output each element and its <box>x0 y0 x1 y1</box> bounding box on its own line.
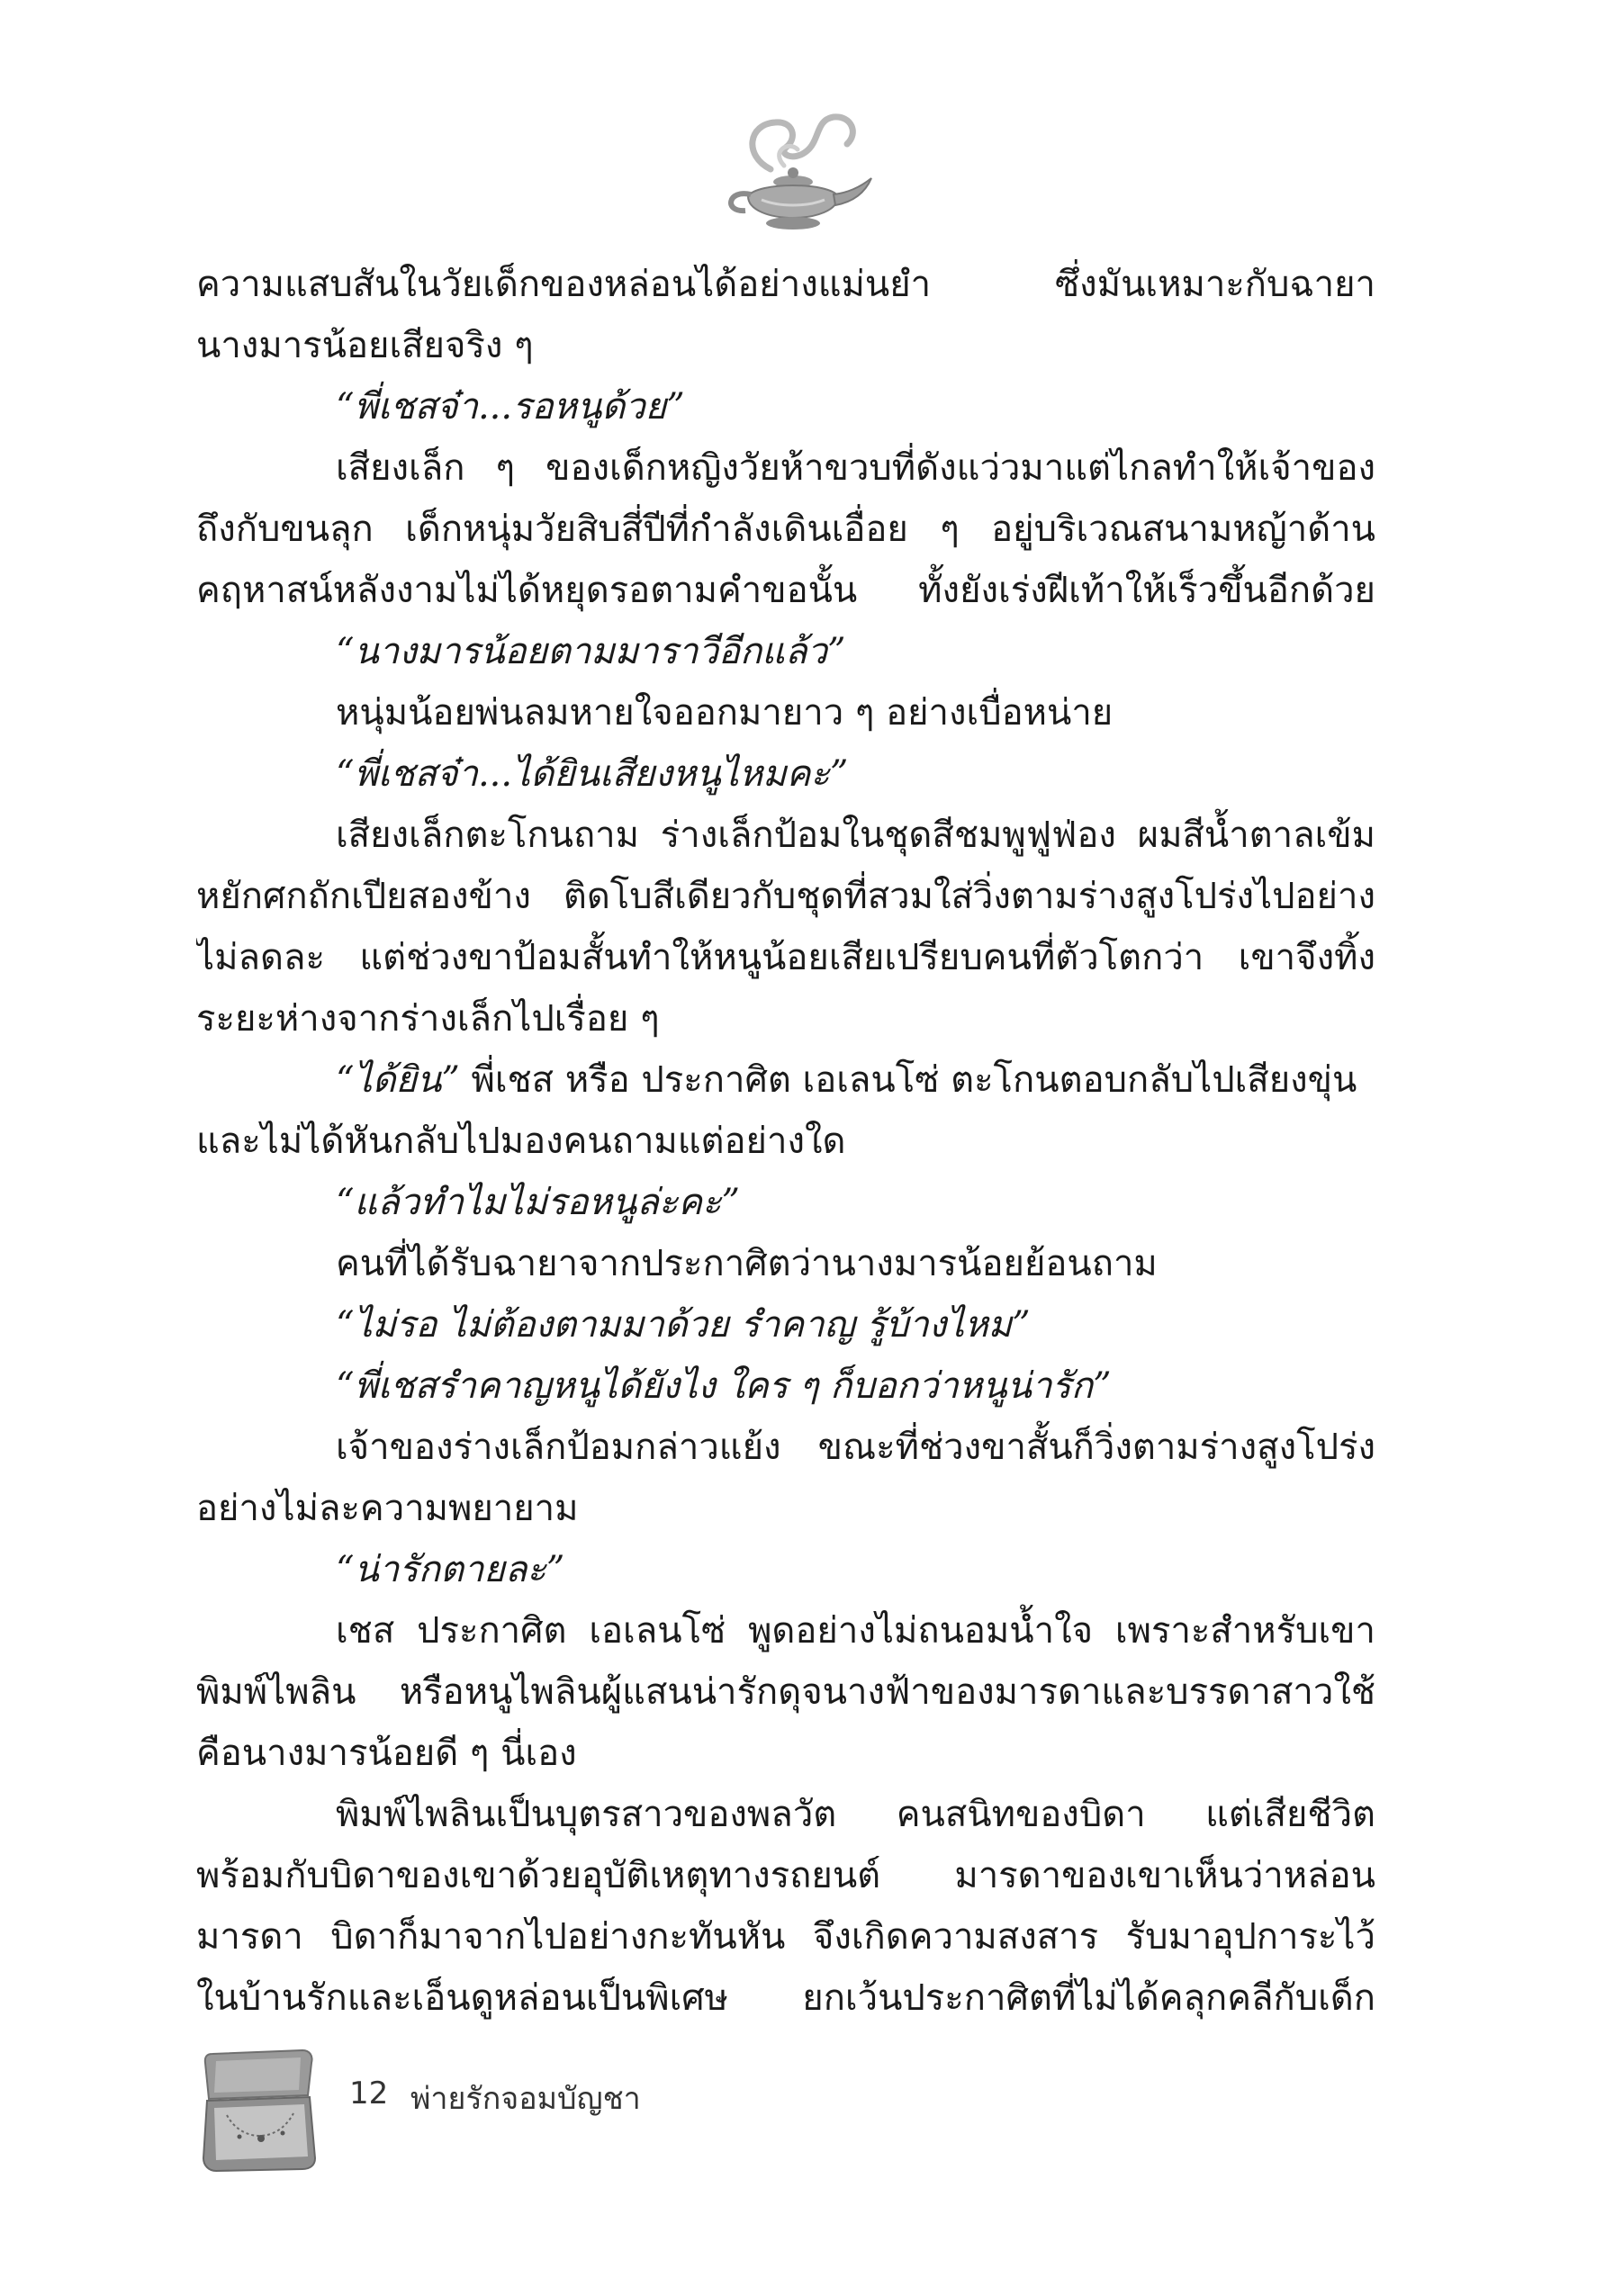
text-line: คือนางมารน้อยดี ๆ นี่เอง <box>196 1733 577 1774</box>
text-line: ไม่ลดละ แต่ช่วงขาป้อมสั้นทำให้หนูน้อยเสียเปรียบคนที่ตัวโตกว่า เขาจึงทิ้ง <box>196 937 1375 978</box>
dialogue-fragment: “ได้ยิน” <box>336 1059 460 1101</box>
text-line: เสียงเล็ก ๆ ของเด็กหญิงวัยห้าขวบที่ดังแว่วมาแต่ไกลทำให้เจ้าของ <box>336 447 1375 489</box>
text-line: ในบ้านรักและเอ็นดูหล่อนเป็นพิเศษ ยกเว้นประกาศิตที่ไม่ได้คลุกคลีกับเด็ก <box>196 1977 1375 2019</box>
dialogue-line: “พี่เชสจ๋า...รอหนูด้วย” <box>336 386 685 428</box>
text-line: นางมารน้อยเสียจริง ๆ <box>196 325 534 366</box>
text-line: เสียงเล็กตะโกนถาม ร่างเล็กป้อมในชุดสีชมพูฟูฟ่อง ผมสีน้ำตาลเข้ม <box>336 815 1375 856</box>
text-line: เจ้าของร่างเล็กป้อมกล่าวแย้ง ขณะที่ช่วงขาสั้นก็วิ่งตามร่างสูงโปร่ง <box>336 1427 1375 1468</box>
book-title: พ่ายรักจอมบัญชา <box>410 2081 641 2117</box>
jewelry-box-icon <box>196 2043 322 2178</box>
body-text <box>196 254 1375 2029</box>
dialogue-line: “ไม่รอ ไม่ต้องตามมาด้วย รำคาญ รู้บ้างไหม” <box>336 1304 1031 1346</box>
dialogue-line: “แล้วทำไมไม่รอหนูล่ะคะ” <box>336 1182 740 1223</box>
narration-fragment: พี่เชส หรือ ประกาศิต เอเลนโซ่ ตะโกนตอบกลับไปเสียงขุ่น <box>459 1059 1357 1101</box>
text-line: เชส ประกาศิต เอเลนโซ่ พูดอย่างไม่ถนอมน้ำใจ เพราะสำหรับเขา <box>336 1610 1375 1652</box>
text-line: หยักศกถักเปียสองข้าง ติดโบสีเดียวกับชุดที่สวมใส่วิ่งตามร่างสูงโปร่งไปอย่าง <box>196 876 1375 917</box>
text-line: หนุ่มน้อยพ่นลมหายใจออกมายาว ๆ อย่างเบื่อหน่าย <box>336 692 1114 734</box>
text-line: พิมพ์ไพลินเป็นบุตรสาวของพลวัต คนสนิทของบิดา แต่เสียชีวิต <box>336 1794 1375 1835</box>
dialogue-line: “พี่เชสจ๋า...ได้ยินเสียงหนูไหมคะ” <box>336 753 849 795</box>
text-line: ความแสบสันในวัยเด็กของหล่อนได้อย่างแม่นยำ ซึ่งมันเหมาะกับฉายา <box>196 264 1375 305</box>
text-line: คนที่ได้รับฉายาจากประกาศิตว่านางมารน้อยย้อนถาม <box>336 1243 1158 1284</box>
text-line: ถึงกับขนลุก เด็กหนุ่มวัยสิบสี่ปีที่กำลังเดินเอื่อย ๆ อยู่บริเวณสนามหญ้าด้าน <box>196 509 1375 550</box>
page-footer <box>196 2043 916 2178</box>
text-line: มารดา บิดาก็มาจากไปอย่างกะทันหัน จึงเกิดความสงสาร รับมาอุปการะไว้ <box>196 1916 1375 1958</box>
text-line: พิมพ์ไพลิน หรือหนูไพลินผู้แสนน่ารักดุจนางฟ้าของมารดาและบรรดาสาวใช้ <box>196 1671 1375 1713</box>
magic-lamp-icon <box>708 106 879 241</box>
text-line: ระยะห่างจากร่างเล็กไปเรื่อย ๆ <box>196 998 660 1040</box>
text-line: คฤหาสน์หลังงามไม่ได้หยุดรอตามคำขอนั้น ทั้งยังเร่งฝีเท้าให้เร็วขึ้นอีกด้วย <box>196 570 1375 611</box>
text-line: อย่างไม่ละความพยายาม <box>196 1488 579 1529</box>
dialogue-line: “นางมารน้อยตามมาราวีอีกแล้ว” <box>336 631 846 672</box>
dialogue-line: “พี่เชสรำคาญหนูได้ยังไง ใคร ๆ ก็บอกว่าหนูน่ารัก” <box>336 1365 1112 1407</box>
mixed-line <box>196 1049 1375 1111</box>
dialogue-line: “น่ารักตายละ” <box>336 1549 565 1590</box>
page-number: 12 <box>349 2075 389 2111</box>
text-line: พร้อมกับบิดาของเขาด้วยอุบัติเหตุทางรถยนต์ มารดาของเขาเห็นว่าหล่อน <box>196 1855 1375 1896</box>
text-line: และไม่ได้หันกลับไปมองคนถามแต่อย่างใด <box>196 1121 846 1162</box>
